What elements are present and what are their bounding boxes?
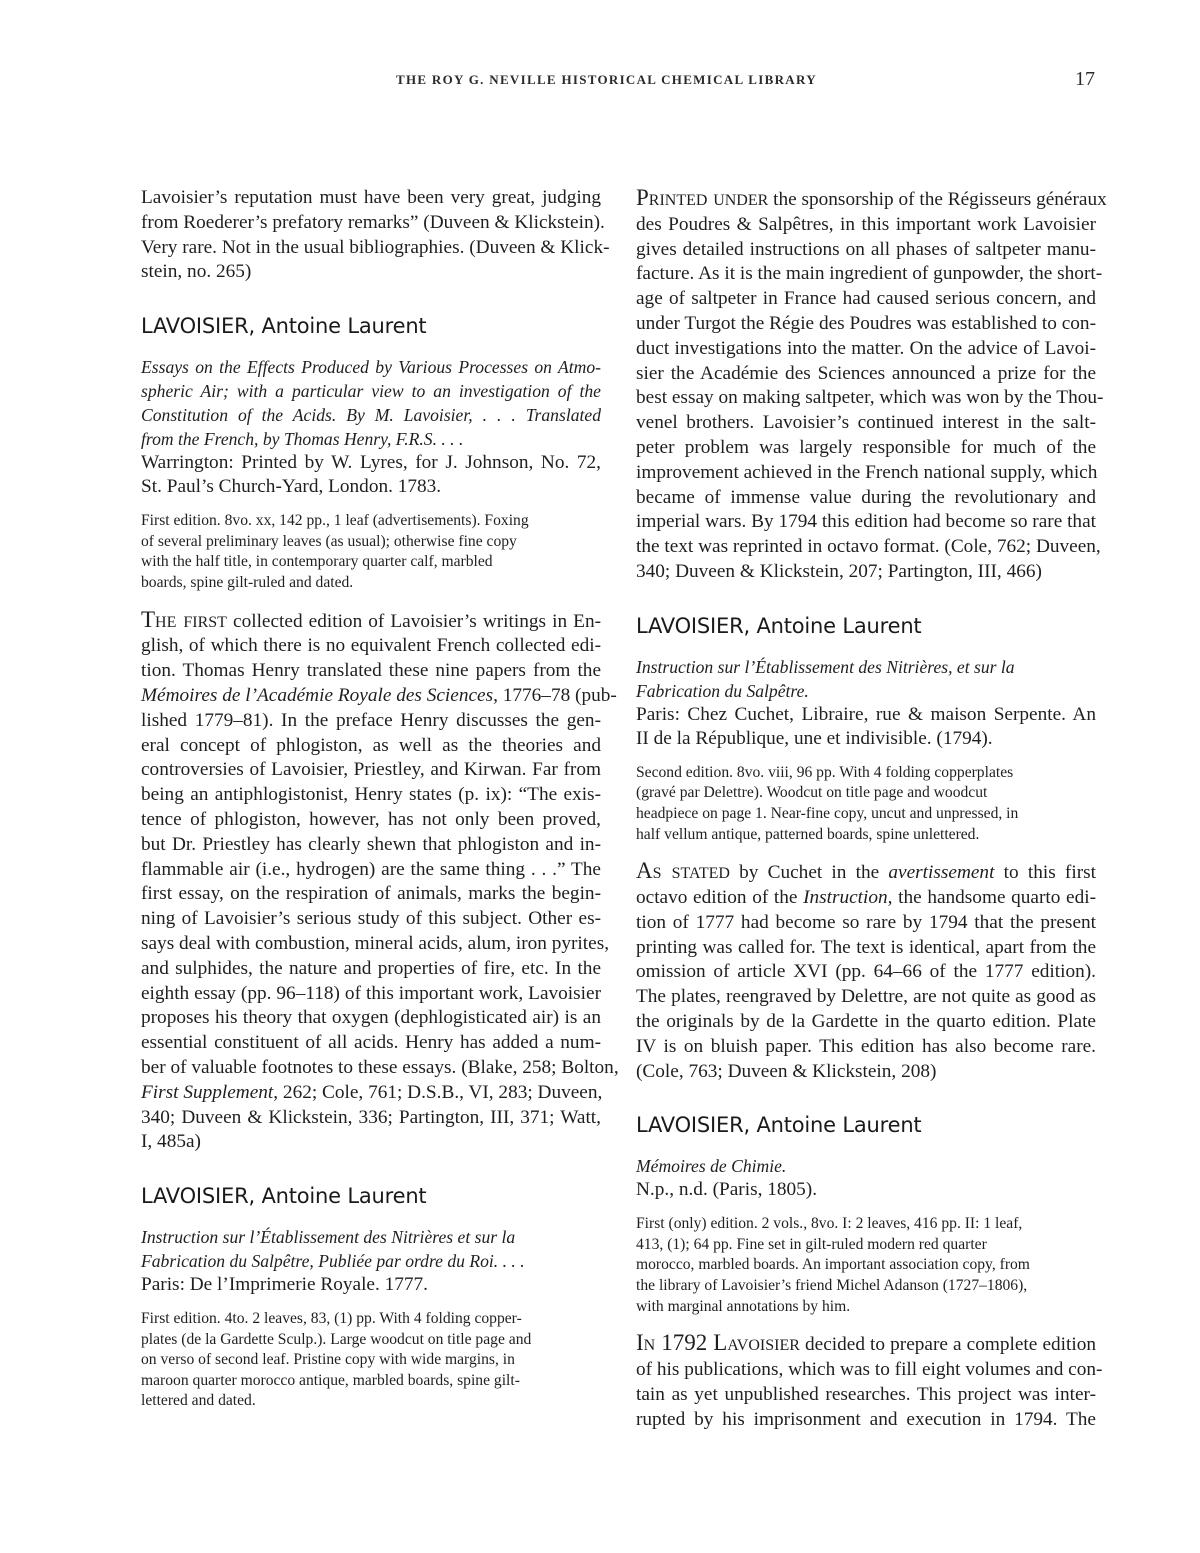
text-line: omission of article XVI (pp. 64–66 of the 1777 edition).	[636, 961, 1096, 983]
text-line: says deal with combustion, mineral acids, alum, iron pyrites,	[141, 932, 610, 954]
text-run: 1776–78 (pub-	[497, 684, 617, 706]
text-line: rupted by his imprisonment and execution in 1794. The	[636, 1408, 1096, 1430]
note-line: First edition. 8vo. xx, 142 pp., 1 leaf (advertisements). Foxing	[141, 512, 529, 530]
text-run: the handsome quarto edi-	[892, 886, 1096, 908]
entry-collation-note	[141, 511, 601, 593]
entry-title	[141, 355, 601, 451]
text-line: ber of valuable footnotes to these essays. (Blake, 258; Bolton,	[141, 1056, 619, 1078]
italic-title: First Supplement	[141, 1081, 274, 1103]
title-line: Instruction sur l’Établissement des Nitrières et sur la	[141, 1227, 516, 1248]
text-line: the originals by de la Gardette in the quarto edition. Plate	[636, 1010, 1096, 1032]
entry-title	[636, 1154, 1096, 1178]
note-line: headpiece on page 1. Near-fine copy, uncut and unpressed, in	[636, 804, 1019, 822]
title-line: Fabrication du Salpêtre, Publiée par ordre du Roi. . . .	[141, 1251, 525, 1272]
text-line: eighth essay (pp. 96–118) of this important work, Lavoisier	[141, 982, 601, 1004]
text-line: flammable air (i.e., hydrogen) are the same thing . . .” The	[141, 858, 601, 880]
running-head: THE ROY G. NEVILLE HISTORICAL CHEMICAL LIBRARY	[396, 72, 817, 87]
title-line: Instruction sur l’Établissement des Nitrières, et sur la	[636, 656, 1015, 677]
text-line	[636, 185, 1107, 213]
text-line	[636, 886, 1096, 911]
italic-title: Instruction,	[803, 886, 893, 908]
text-run: octavo edition of the	[636, 886, 804, 908]
italic-title: Mémoires de l’Académie Royale des Sciences,	[141, 684, 498, 706]
text-line: Very rare. Not in the usual bibliographies. (Duveen & Klick-	[141, 236, 610, 258]
text-line: peter problem was largely responsible for much of the	[636, 436, 1096, 458]
catalog-entry	[141, 313, 619, 1155]
title-line: spheric Air; with a particular view to an investigation of the	[141, 381, 601, 402]
text-line: eral concept of phlogiston, as well as the theories and	[141, 734, 601, 756]
text-line: I, 485a)	[141, 1131, 201, 1153]
note-line: maroon quarter morocco antique, marbled boards, spine gilt-	[141, 1371, 520, 1389]
text-run: , 262; Cole, 761; D.S.B., VI, 283; Duveen,	[273, 1081, 603, 1103]
imprint-line: II de la République, une et indivisible. (1794).	[636, 727, 993, 749]
text-run: by Cuchet in the	[729, 862, 889, 884]
entry-author-heading: LAVOISIER, Antoine Laurent	[636, 613, 922, 638]
right-column	[636, 185, 1107, 1432]
entry-collation-note	[636, 763, 1096, 845]
entry-title	[636, 655, 1096, 703]
text-line: facture. As it is the main ingredient of gunpowder, the short-	[636, 263, 1103, 285]
text-line: tion. Thomas Henry translated these nine papers from the	[141, 660, 601, 682]
note-line: boards, spine gilt-ruled and dated.	[141, 573, 354, 591]
text-line: printing was called for. The text is identical, apart from the	[636, 936, 1096, 958]
title-line: Mémoires de Chimie.	[636, 1156, 787, 1177]
text-line: improvement achieved in the French national supply, which	[636, 461, 1098, 483]
left-column	[141, 186, 619, 1412]
entry-imprint	[636, 703, 1096, 751]
entry-author-heading: LAVOISIER, Antoine Laurent	[141, 314, 427, 339]
note-line: First (only) edition. 2 vols., 8vo. I: 2 leaves, 416 pp. II: 1 leaf,	[636, 1215, 1023, 1233]
title-line: Fabrication du Salpêtre.	[636, 680, 809, 701]
text-line: of his publications, which was to fill eight volumes and con-	[636, 1359, 1103, 1381]
text-line: became of immense value during the revolutionary and	[636, 486, 1096, 508]
catalog-entry	[636, 1112, 1103, 1432]
text-line: duct investigations into the matter. On the advice of Lavoi-	[636, 337, 1096, 359]
title-line: from the French, by Thomas Henry, F.R.S. . . .	[141, 429, 464, 450]
text-line: essential constituent of all acids. Henry has added a num-	[141, 1032, 601, 1054]
lead-in-smallcaps: As stated	[636, 858, 730, 884]
catalog-entry	[141, 1183, 601, 1412]
text-line: and sulphides, the nature and properties of fire, etc. In the	[141, 957, 601, 979]
text-line: being an antiphlogistonist, Henry states (p. ix): “The exis-	[141, 784, 601, 806]
text-line: lished 1779–81). In the preface Henry discusses the gen-	[141, 709, 601, 731]
text-line: IV is on bluish paper. This edition has also become rare.	[636, 1035, 1096, 1057]
text-line: tain as yet unpublished researches. This project was inter-	[636, 1383, 1096, 1405]
text-run: decided to prepare a complete edition	[799, 1334, 1096, 1356]
entry-commentary	[636, 859, 1096, 1084]
text-line: tion of 1777 had become so rare by 1794 that the present	[636, 911, 1096, 933]
title-line: Essays on the Effects Produced by Various Processes on Atmo-	[141, 357, 601, 378]
text-line: glish, of which there is no equivalent French collected edi-	[141, 635, 601, 657]
text-line: des Poudres & Salpêtres, in this important work Lavoisier	[636, 213, 1096, 235]
catalog-entry	[636, 613, 1096, 1085]
note-line: half vellum antique, patterned boards, spine unlettered.	[636, 825, 980, 843]
text-line	[141, 684, 617, 709]
text-line: ning of Lavoisier’s serious study of this subject. Other es-	[141, 908, 601, 930]
text-line	[636, 1331, 1096, 1358]
note-line: on verso of second leaf. Pristine copy with wide margins, in	[141, 1351, 515, 1369]
text-line: best essay on making saltpeter, which was won by the Thou-	[636, 387, 1104, 409]
lead-in-smallcaps: Printed under	[636, 185, 769, 210]
text-line: 340; Duveen & Klickstein, 336; Partington, III, 371; Watt,	[141, 1106, 601, 1128]
entry-commentary	[141, 606, 619, 1156]
commentary-paragraph	[636, 185, 1107, 585]
imprint-line: St. Paul’s Church-Yard, London. 1783.	[141, 476, 442, 498]
text-line: from Roederer’s prefatory remarks” (Duveen & Klickstein).	[141, 211, 605, 233]
text-line: (Cole, 763; Duveen & Klickstein, 208)	[636, 1060, 937, 1082]
text-line: the text was reprinted in octavo format. (Cole, 762; Duveen,	[636, 536, 1101, 558]
text-line	[141, 1081, 601, 1106]
entry-author-heading: LAVOISIER, Antoine Laurent	[636, 1113, 922, 1138]
note-line: First edition. 4to. 2 leaves, 83, (1) pp. With 4 folding copper-	[141, 1310, 522, 1328]
note-line: of several preliminary leaves (as usual); otherwise fine copy	[141, 532, 517, 550]
entry-author-heading: LAVOISIER, Antoine Laurent	[141, 1184, 427, 1209]
text-line: venel brothers. Lavoisier’s continued interest in the salt-	[636, 412, 1096, 434]
lead-in-smallcaps: In 1792 Lavoisier	[636, 1330, 800, 1356]
imprint-line: N.p., n.d. (Paris, 1805).	[636, 1179, 818, 1201]
text-line	[141, 608, 601, 635]
entry-imprint	[141, 1273, 601, 1297]
note-line: with marginal annotations by him.	[636, 1297, 851, 1315]
text-line: imperial wars. By 1794 this edition had become so rare that	[636, 511, 1096, 533]
text-line: tence of phlogiston, however, has not only been proved,	[141, 808, 601, 830]
text-line: gives detailed instructions on all phases of saltpeter manu-	[636, 238, 1096, 260]
text-line: first essay, on the respiration of animals, marks the begin-	[141, 883, 601, 905]
page-number: 17	[1075, 68, 1095, 90]
imprint-line: Warrington: Printed by W. Lyres, for J. Johnson, No. 72,	[141, 452, 601, 474]
text-run: collected edition of Lavoisier’s writings in En-	[226, 610, 601, 632]
entry-imprint	[636, 1178, 1096, 1202]
note-line: lettered and dated.	[141, 1392, 256, 1410]
entry-collation-note	[636, 1214, 1096, 1317]
text-run: the sponsorship of the Régisseurs généraux	[768, 189, 1107, 210]
text-line: sier the Académie des Sciences announced a prize for the	[636, 362, 1096, 384]
note-line: with the half title, in contemporary quarter calf, marbled	[141, 553, 493, 571]
imprint-line: Paris: Chez Cuchet, Libraire, rue & maison Serpente. An	[636, 703, 1096, 725]
entry-imprint	[141, 451, 601, 499]
lead-in-smallcaps: The first	[141, 606, 227, 632]
text-line: proposes his theory that oxygen (dephlogisticated air) is an	[141, 1007, 601, 1029]
entry-commentary	[636, 1330, 1103, 1432]
entry-title	[141, 1225, 601, 1273]
note-line: the library of Lavoisier’s friend Michel Adanson (1727–1806),	[636, 1277, 1028, 1295]
text-line: under Turgot the Régie des Poudres was established to con-	[636, 312, 1096, 334]
text-line	[636, 859, 1096, 886]
text-line: but Dr. Priestley has clearly shewn that phlogiston and in-	[141, 833, 601, 855]
imprint-line: Paris: De l’Imprimerie Royale. 1777.	[141, 1274, 429, 1296]
note-line: plates (de la Gardette Sculp.). Large woodcut on title page and	[141, 1330, 532, 1348]
entry-collation-note	[141, 1309, 601, 1412]
italic-term: avertissement	[888, 862, 995, 884]
text-line: controversies of Lavoisier, Priestley, and Kirwan. Far from	[141, 759, 601, 781]
text-line: age of saltpeter in France had caused serious concern, and	[636, 288, 1096, 310]
title-line: Constitution of the Acids. By M. Lavoisier, . . . Translated	[141, 405, 601, 426]
note-line: Second edition. 8vo. viii, 96 pp. With 4 folding copperplates	[636, 763, 1014, 781]
carryover-paragraph	[141, 186, 610, 285]
text-run: to this first	[994, 862, 1096, 884]
text-line: Lavoisier’s reputation must have been very great, judging	[141, 187, 601, 208]
note-line: (gravé par Delettre). Woodcut on title page and woodcut	[636, 784, 988, 802]
text-line: 340; Duveen & Klickstein, 207; Partington, III, 466)	[636, 560, 1042, 582]
note-line: 413, (1); 64 pp. Fine set in gilt-ruled modern red quarter	[636, 1235, 987, 1253]
text-line: stein, no. 265)	[141, 261, 252, 283]
text-line: The plates, reengraved by Delettre, are not quite as good as	[636, 986, 1096, 1008]
note-line: morocco, marbled boards. An important association copy, from	[636, 1256, 1030, 1274]
